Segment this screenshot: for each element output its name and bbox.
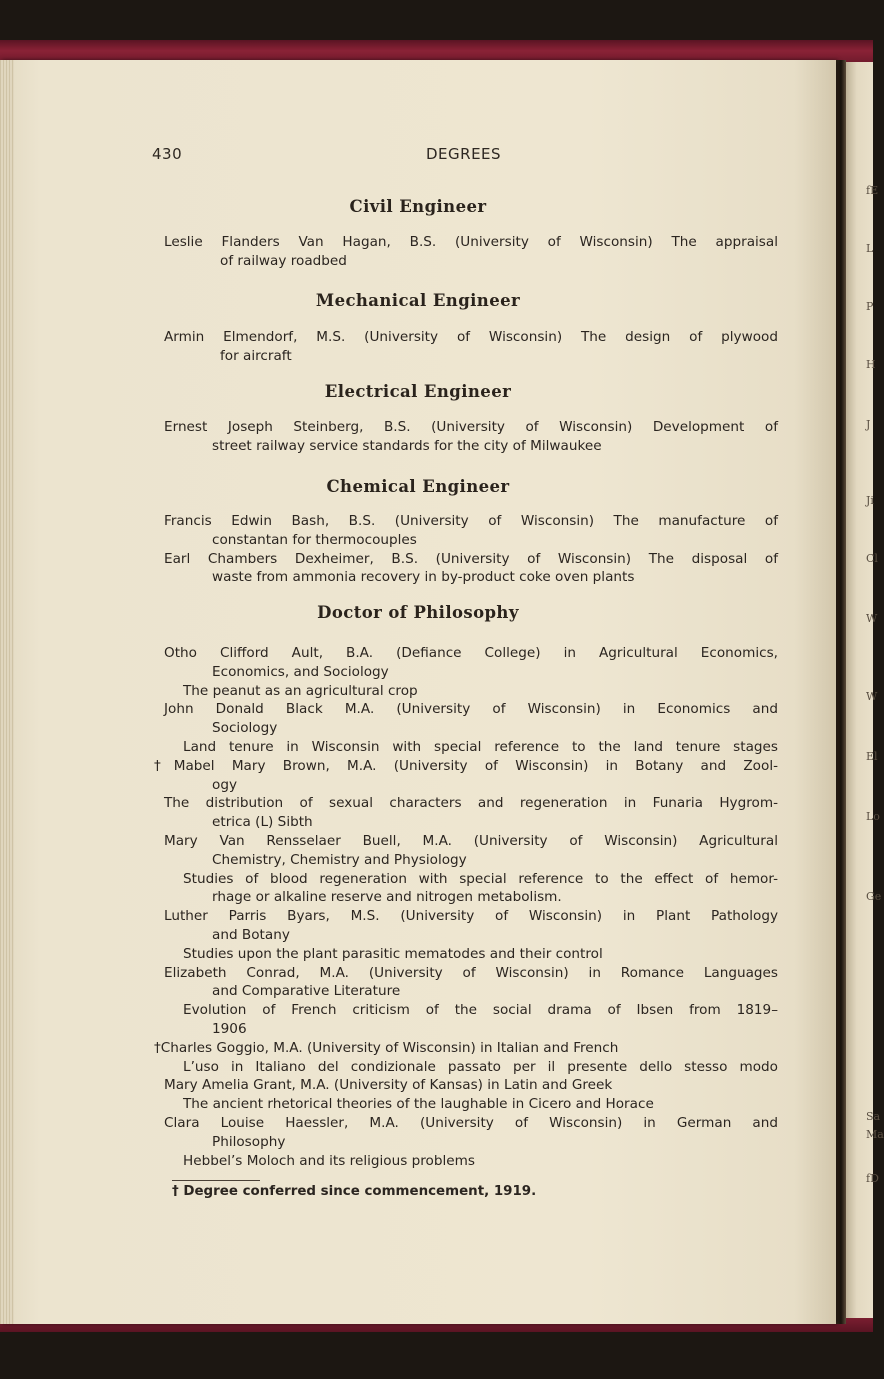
- entry-line: Earl Chambers Dexheimer, B.S. (University of Wisconsin) The disposal of: [164, 550, 778, 567]
- facing-page-fragment: Lo: [866, 810, 880, 823]
- section-heading: Civil Engineer: [349, 197, 487, 216]
- entry-line: ogy: [212, 776, 237, 793]
- section-heading: Doctor of Philosophy: [317, 603, 519, 622]
- facing-page-fragment: P: [866, 300, 874, 313]
- section-heading: Chemical Engineer: [326, 477, 510, 496]
- thesis-title: Evolution of French criticism of the social drama of Ibsen from 1819–: [183, 1002, 778, 1019]
- entry-line: Mary Van Rensselaer Buell, M.A. (University of Wisconsin) Agricultural: [164, 832, 778, 849]
- degree-entry: [164, 512, 778, 587]
- thesis-title: The distribution of sexual characters and regeneration in Funaria Hygrom-: [164, 795, 778, 812]
- entry-line: Sociology: [212, 720, 278, 737]
- book-page: [0, 60, 836, 1324]
- entry-line: Mary Amelia Grant, M.A. (University of Kansas) in Latin and Greek: [164, 1077, 613, 1094]
- thesis-title: Land tenure in Wisconsin with special reference to the land tenure stages: [183, 738, 778, 755]
- entry-line: †Mabel Mary Brown, M.A. (University of Wisconsin) in Botany and Zool-: [154, 757, 778, 774]
- facing-page-fragment: W: [866, 690, 878, 703]
- facing-page-fragment: fE: [866, 184, 879, 197]
- entry-line: street railway service standards for the city of Milwaukee: [212, 437, 602, 454]
- section-heading: Mechanical Engineer: [315, 291, 521, 310]
- page-number: 430: [152, 145, 183, 163]
- facing-page-fragment: fD: [866, 1172, 879, 1185]
- thesis-title: rhage or alkaline reserve and nitrogen metabolism.: [212, 889, 562, 906]
- facing-page-fragment: Ge: [866, 890, 882, 903]
- thesis-title: etrica (L) Sibth: [212, 814, 313, 831]
- facing-page-edge: [846, 62, 884, 1318]
- facing-page-fragment: H: [866, 358, 876, 371]
- entry-line: Leslie Flanders Van Hagan, B.S. (University of Wisconsin) The appraisal: [164, 234, 778, 250]
- thesis-title: Hebbel’s Moloch and its religious problems: [183, 1152, 475, 1169]
- entry-line: Luther Parris Byars, M.S. (University of Wisconsin) in Plant Pathology: [164, 908, 778, 925]
- entry-line: Francis Edwin Bash, B.S. (University of Wisconsin) The manufacture of: [164, 513, 778, 529]
- facing-page-fragment: W: [866, 612, 878, 625]
- entry-line: Economics, and Sociology: [212, 663, 389, 680]
- facing-page-fragment: Ma: [866, 1128, 884, 1141]
- footnote-rule: [172, 1180, 260, 1181]
- entry-line: and Botany: [212, 926, 290, 943]
- entry-line: and Comparative Literature: [212, 983, 401, 1000]
- entry-line: †Charles Goggio, M.A. (University of Wisconsin) in Italian and French: [154, 1039, 619, 1056]
- thesis-title: Studies upon the plant parasitic mematodes and their control: [183, 945, 603, 962]
- entry-line: Ernest Joseph Steinberg, B.S. (University of Wisconsin) Development of: [164, 419, 778, 435]
- entry-line: Armin Elmendorf, M.S. (University of Wisconsin) The design of plywood: [164, 329, 778, 345]
- facing-page-fragment: Ji: [866, 494, 874, 507]
- thesis-title: The peanut as an agricultural crop: [183, 682, 418, 699]
- facing-page-fragment: Cl: [866, 552, 878, 565]
- footnote: † Degree conferred since commencement, 1919.: [172, 1184, 537, 1199]
- thesis-title: The ancient rhetorical theories of the laughable in Cicero and Horace: [183, 1096, 654, 1113]
- entry-line: Chemistry, Chemistry and Physiology: [212, 851, 467, 868]
- degree-entry: [164, 418, 778, 456]
- degree-entry-list: [154, 644, 778, 1170]
- entry-line: John Donald Black M.A. (University of Wisconsin) in Economics and: [164, 701, 778, 718]
- section-heading: Electrical Engineer: [324, 382, 512, 401]
- page-content: [0, 60, 836, 1324]
- entry-line: Clara Louise Haessler, M.A. (University of Wisconsin) in German and: [164, 1114, 778, 1131]
- entry-line: constantan for thermocouples: [212, 531, 417, 548]
- entry-line: Elizabeth Conrad, M.A. (University of Wisconsin) in Romance Languages: [164, 964, 778, 981]
- book-gutter: [836, 60, 846, 1324]
- facing-page-fragment: Sa: [866, 1110, 881, 1123]
- facing-page-fragment: L: [866, 242, 874, 255]
- facing-page-fragment: J: [866, 418, 871, 431]
- thesis-title: 1906: [212, 1020, 247, 1037]
- entry-line: Otho Clifford Ault, B.A. (Defiance College) in Agricultural Economics,: [164, 645, 778, 661]
- entry-line: of railway roadbed: [220, 252, 347, 269]
- facing-page-fragment: El: [866, 750, 878, 763]
- thesis-title: L’uso in Italiano del condizionale passato per il presente dello stesso modo: [183, 1058, 778, 1075]
- entry-line: waste from ammonia recovery in by-product coke oven plants: [212, 569, 635, 586]
- running-title: DEGREES: [426, 145, 502, 163]
- entry-line: for aircraft: [220, 347, 292, 364]
- entry-line: Philosophy: [212, 1133, 286, 1150]
- thesis-title: Studies of blood regeneration with special reference to the effect of hemor-: [183, 870, 778, 887]
- degree-entry: [164, 233, 778, 271]
- degree-entry: [164, 328, 778, 366]
